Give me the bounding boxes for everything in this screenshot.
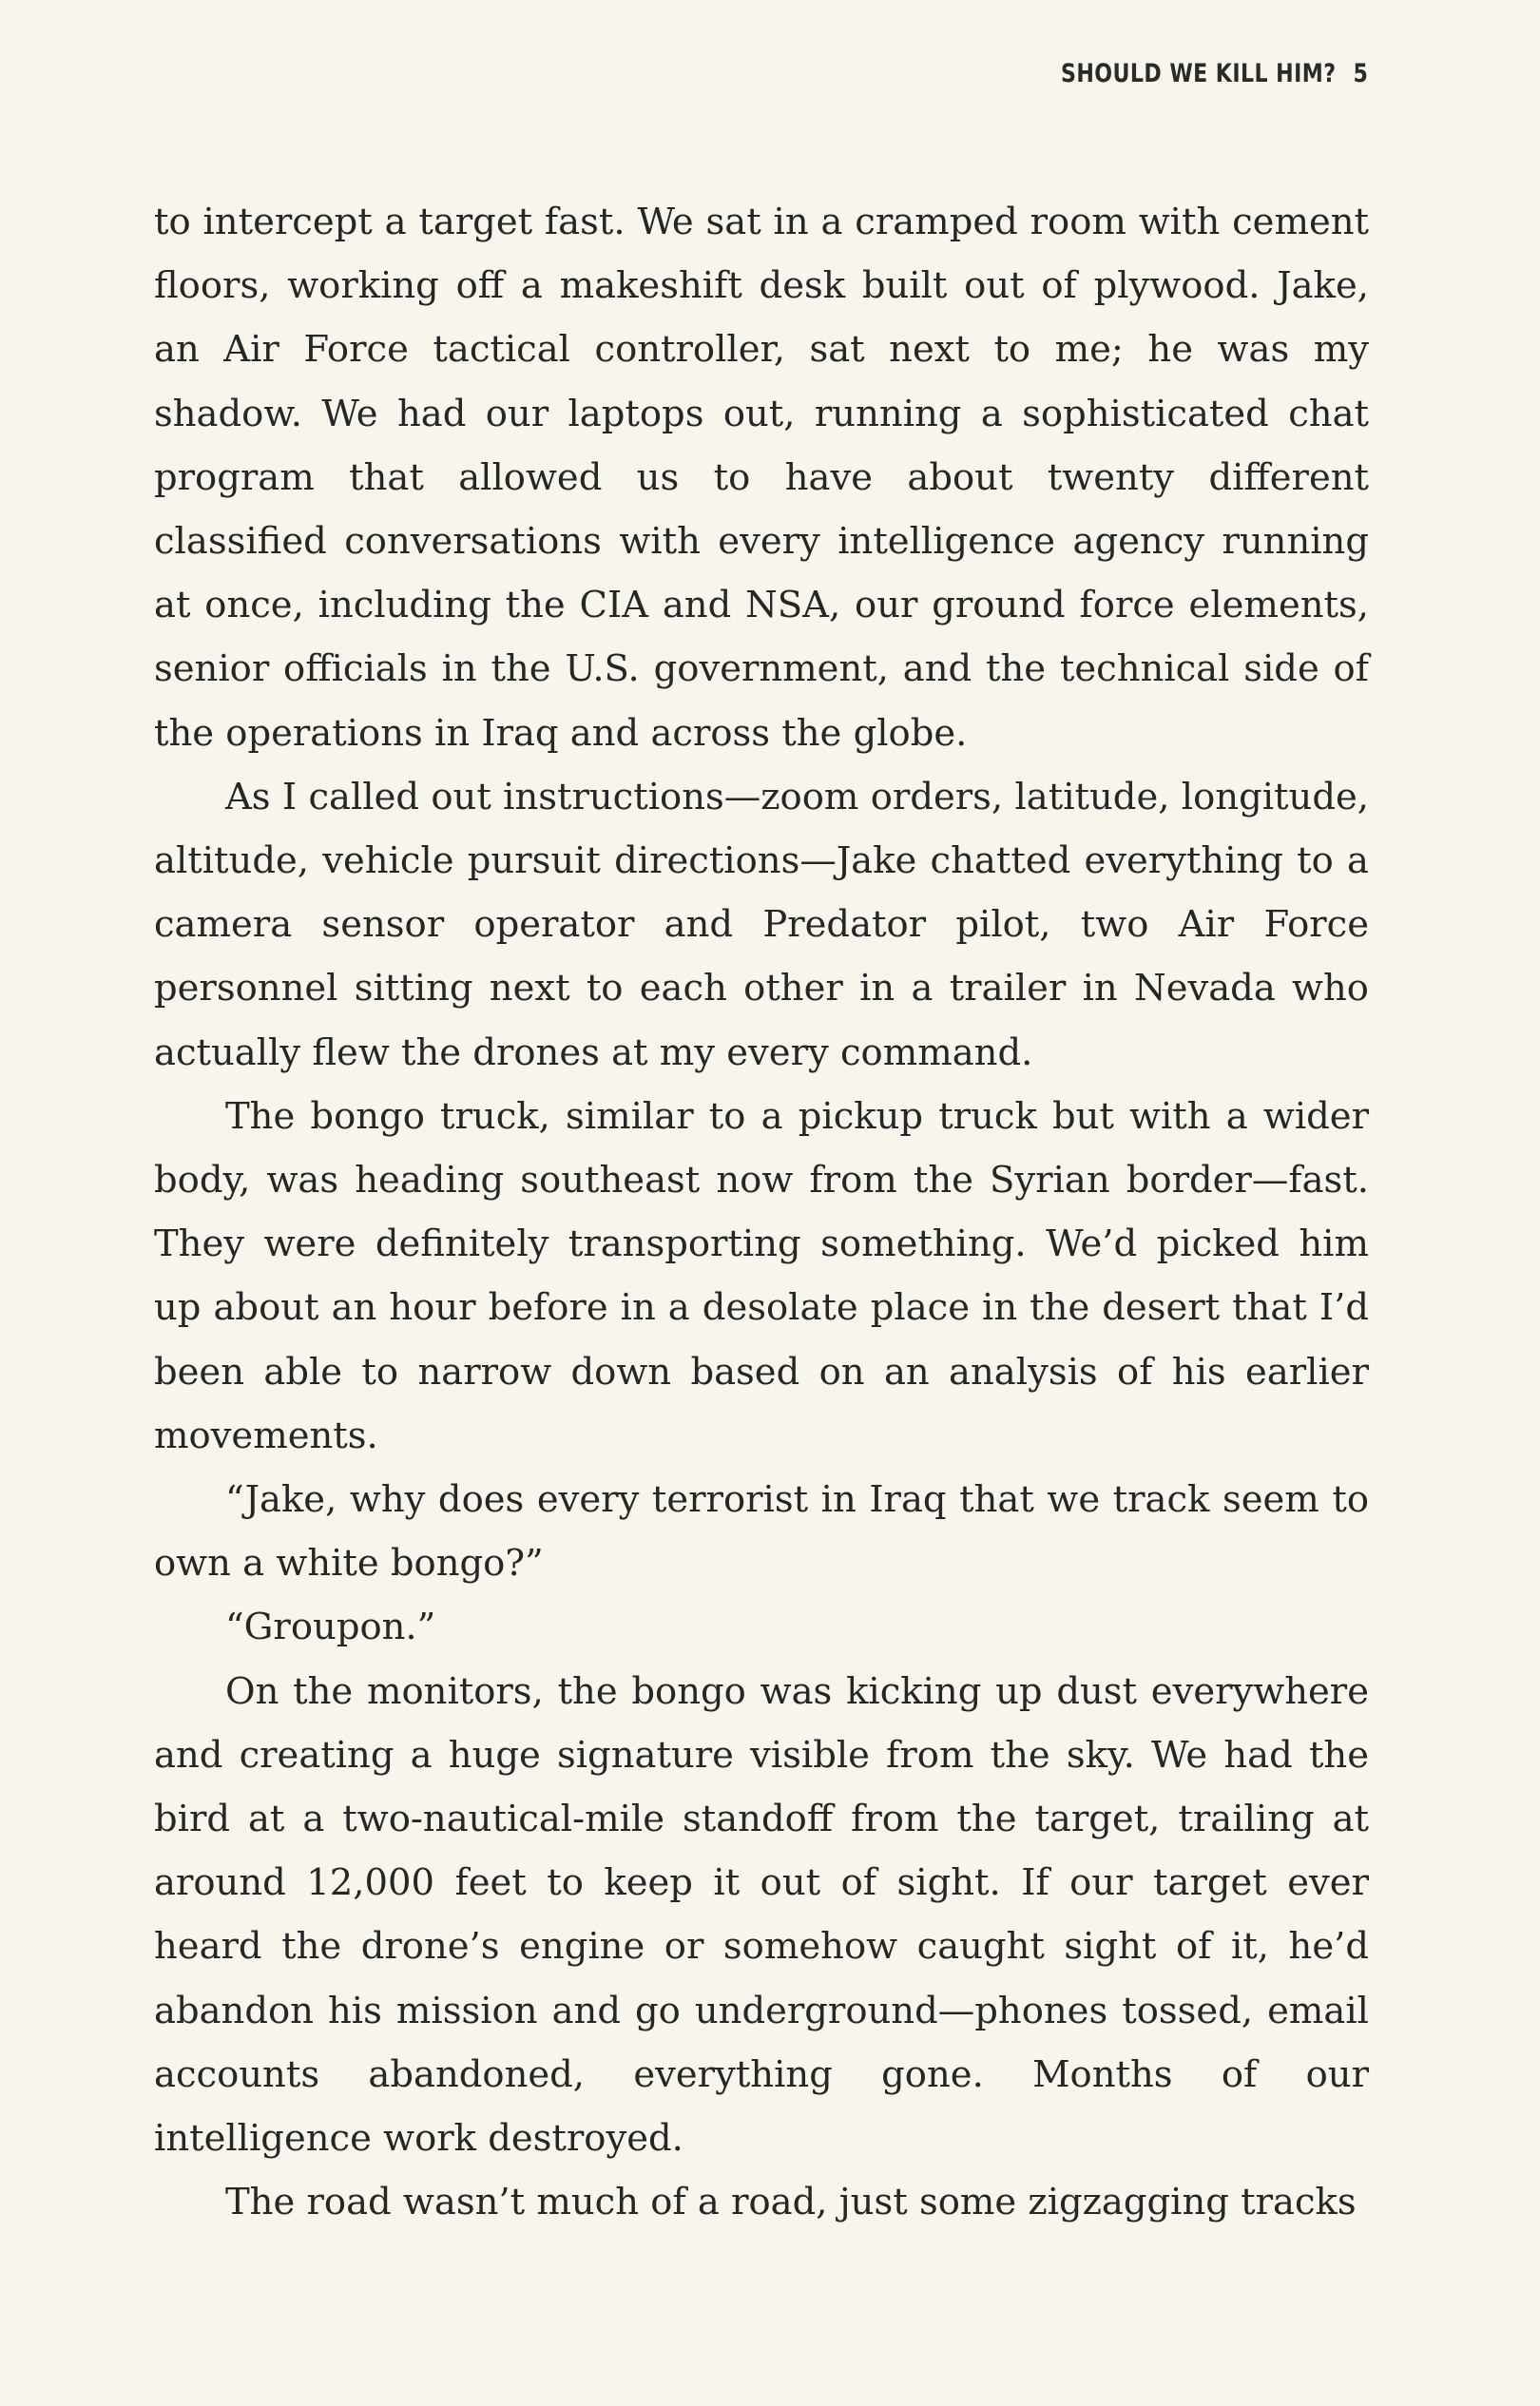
- body-text: [154, 190, 1369, 2235]
- paragraph-6: On the monitors, the bongo was kicking up dust everywhere and creating a huge signature visible from the sky. We had the bird at a two-nautical-mile standoff from the target, trailing at around 12,000 feet to keep it out of sight. If our target ever heard the drone’s engine or somehow caught sight of it, he’d abandon his mission and go underground—phones tossed, email accounts abandoned, everything gone. Months of our intelligence work destroyed.: [154, 1669, 1369, 2161]
- paragraph-3: The bongo truck, similar to a pickup truck but with a wider body, was heading southeast now from the Syrian border—fast. They were definitely transporting something. We’d picked him up about an hour before in a desolate place in the desert that I’d been able to narrow down based on an analysis of his earlier movements.: [154, 1094, 1369, 1457]
- paragraph-2: As I called out instructions—zoom orders, latitude, longitude, altitude, vehicle pursuit directions—Jake chatted everything to a camera sensor operator and Predator pilot, two Air Force personnel sitting next to each other in a trailer in Nevada who actually flew the drones at my every command.: [154, 775, 1369, 1074]
- chapter-title: SHOULD WE KILL HIM?: [1060, 59, 1337, 88]
- page-number: 5: [1353, 59, 1368, 88]
- paragraph-5: “Groupon.”: [225, 1606, 436, 1649]
- paragraph-1: to intercept a target fast. We sat in a cramped room with cement floors, working off a makeshift desk built out of plywood. Jake, an Air Force tactical controller, sat next to me; he was my shadow. We had our laptops out, running a sophisticated chat program that allowed us to have about twenty different classified conversations with every intelligence agency running at once, including the CIA and NSA, our ground force elements, senior officials in the U.S. government, and the technical side of the operations in Iraq and across the globe.: [154, 201, 1369, 755]
- running-head: [1061, 59, 1368, 88]
- paragraph-4: “Jake, why does every terrorist in Iraq that we track seem to own a white bongo?”: [154, 1478, 1369, 1586]
- paragraph-7: The road wasn’t much of a road, just some zigzagging tracks: [225, 2181, 1357, 2224]
